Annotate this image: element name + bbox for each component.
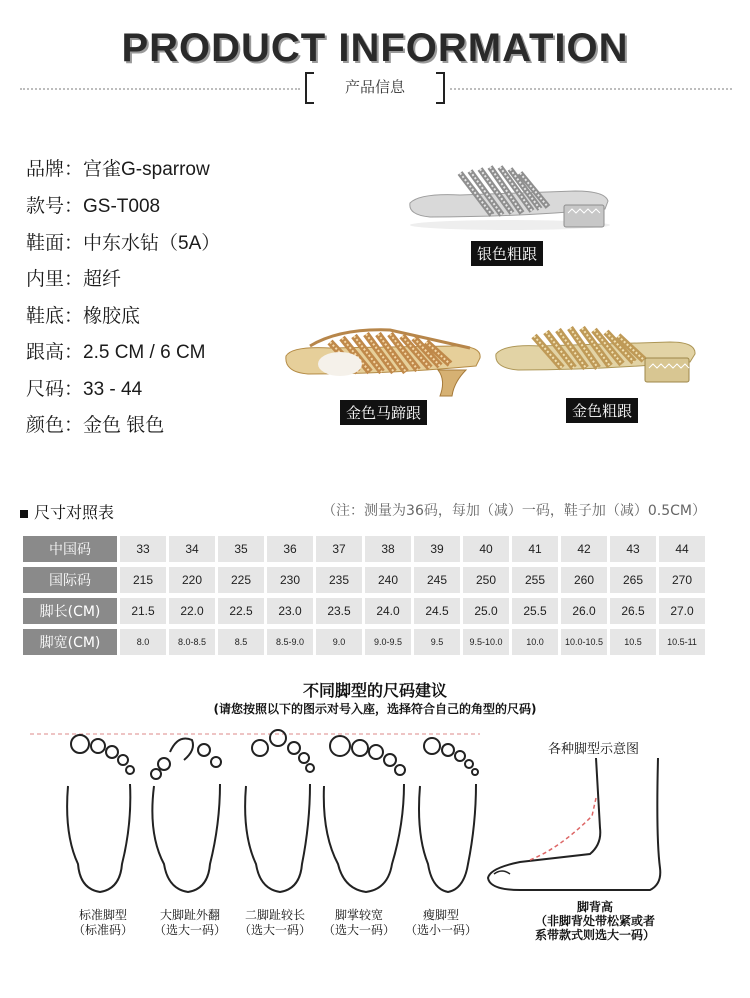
size-cell: 36: [267, 536, 313, 562]
size-cell: 9.0: [316, 629, 362, 655]
tag-gold-horseshoe-heel: 金色马蹄跟: [340, 400, 427, 425]
size-cell: 225: [218, 567, 264, 593]
spec-size-range: 尺码：33 - 44: [26, 378, 143, 400]
spec-brand: 品牌：宫雀G-sparrow: [26, 158, 210, 180]
size-cell: 43: [610, 536, 656, 562]
spec-heel-height: 跟高：2.5 CM / 6 CM: [26, 341, 206, 363]
foot-outlines-illustration: [20, 724, 490, 904]
size-row-china: [23, 536, 705, 562]
size-chart-note: （注：测量为36码，每加（减）一码，鞋子加（减）0.5CM）: [322, 503, 706, 519]
size-cell: 9.0-9.5: [365, 629, 411, 655]
size-cell: 40: [463, 536, 509, 562]
instep-caption: 脚背高 （非脚背处带松紧或者 系带款式则选大一码）: [534, 900, 655, 942]
foot-type-bunion: 大脚趾外翻 （选大一码）: [153, 908, 226, 937]
foot-type-wide: 脚掌较宽 （选大一码）: [322, 908, 395, 937]
size-cell: 39: [414, 536, 460, 562]
size-cell: 270: [659, 567, 705, 593]
size-cell: 10.5: [610, 629, 656, 655]
bunion-foot-icon: [151, 739, 221, 893]
long-second-toe-foot-icon: [245, 730, 314, 892]
size-cell: 24.5: [414, 598, 460, 624]
wide-foot-icon: [324, 736, 405, 892]
size-cell: 8.5: [218, 629, 264, 655]
size-cell: 10.5-11: [659, 629, 705, 655]
size-cell: 235: [316, 567, 362, 593]
size-cell: 9.5: [414, 629, 460, 655]
standard-foot-icon: [67, 735, 134, 892]
page-title: PRODUCT INFORMATION: [121, 26, 629, 70]
size-cell: 27.0: [659, 598, 705, 624]
header-subtitle: 产品信息: [344, 78, 405, 96]
size-row-foot-length: [23, 598, 705, 624]
size-cell: 24.0: [365, 598, 411, 624]
size-cell: 240: [365, 567, 411, 593]
spec-sole: 鞋底：橡胶底: [26, 305, 141, 327]
size-cell: 9.5-10.0: [463, 629, 509, 655]
size-chart-title: 尺寸对照表: [20, 500, 114, 523]
foot-types-title: 不同脚型的尺码建议: [302, 681, 447, 700]
size-cell: 215: [120, 567, 166, 593]
size-cell: 8.0: [120, 629, 166, 655]
size-cell: 10.0-10.5: [561, 629, 607, 655]
foot-type-long-second-toe: 二脚趾较长 （选大一码）: [238, 908, 311, 937]
size-cell: 265: [610, 567, 656, 593]
tag-silver-block-heel: 银色粗跟: [471, 241, 543, 266]
size-cell: 23.5: [316, 598, 362, 624]
row-header: 国际码: [23, 567, 117, 593]
size-chart-table: [20, 536, 708, 655]
row-header: 脚长(CM): [23, 598, 117, 624]
gold-horseshoe-heel-sandal-image: [280, 318, 485, 403]
spec-lining: 内里：超纤: [26, 268, 122, 290]
foot-type-slim: 瘦脚型 （选小一码）: [404, 908, 477, 937]
tag-gold-block-heel: 金色粗跟: [566, 398, 638, 423]
size-cell: 22.5: [218, 598, 264, 624]
size-cell: 37: [316, 536, 362, 562]
row-header: 中国码: [23, 536, 117, 562]
size-cell: 41: [512, 536, 558, 562]
size-cell: 23.0: [267, 598, 313, 624]
header-divider-left: [20, 88, 300, 90]
spec-colors: 颜色：金色 银色: [26, 414, 165, 436]
size-cell: 26.5: [610, 598, 656, 624]
foot-type-standard: 标准脚型 （标准码）: [72, 908, 133, 937]
size-cell: 22.0: [169, 598, 215, 624]
foot-side-profile-icon: [480, 758, 680, 898]
size-cell: 250: [463, 567, 509, 593]
size-cell: 230: [267, 567, 313, 593]
header-subtitle-box: [305, 72, 445, 100]
silver-block-heel-sandal-image: [400, 155, 620, 235]
size-cell: 33: [120, 536, 166, 562]
size-cell: 35: [218, 536, 264, 562]
slim-foot-icon: [419, 738, 478, 892]
size-cell: 25.0: [463, 598, 509, 624]
size-cell: 21.5: [120, 598, 166, 624]
size-cell: 44: [659, 536, 705, 562]
foot-profile-title: 各种脚型示意图: [548, 742, 640, 757]
spec-upper: 鞋面：中东水钻（5A）: [26, 232, 221, 254]
bullet-square-icon: [20, 510, 28, 518]
size-cell: 10.0: [512, 629, 558, 655]
size-cell: 38: [365, 536, 411, 562]
gold-block-heel-sandal-image: [490, 318, 700, 393]
size-row-foot-width: [23, 629, 705, 655]
size-cell: 255: [512, 567, 558, 593]
size-row-international: [23, 567, 705, 593]
size-cell: 220: [169, 567, 215, 593]
size-cell: 245: [414, 567, 460, 593]
size-cell: 25.5: [512, 598, 558, 624]
foot-types-subtitle: (请您按照以下的图示对号入座，选择符合自己的角型的尺码): [213, 702, 537, 716]
spec-model: 款号：GS-T008: [26, 195, 161, 217]
size-cell: 26.0: [561, 598, 607, 624]
size-cell: 8.5-9.0: [267, 629, 313, 655]
row-header: 脚宽(CM): [23, 629, 117, 655]
size-cell: 34: [169, 536, 215, 562]
size-cell: 42: [561, 536, 607, 562]
size-cell: 260: [561, 567, 607, 593]
size-cell: 8.0-8.5: [169, 629, 215, 655]
header-divider-right: [450, 88, 732, 90]
